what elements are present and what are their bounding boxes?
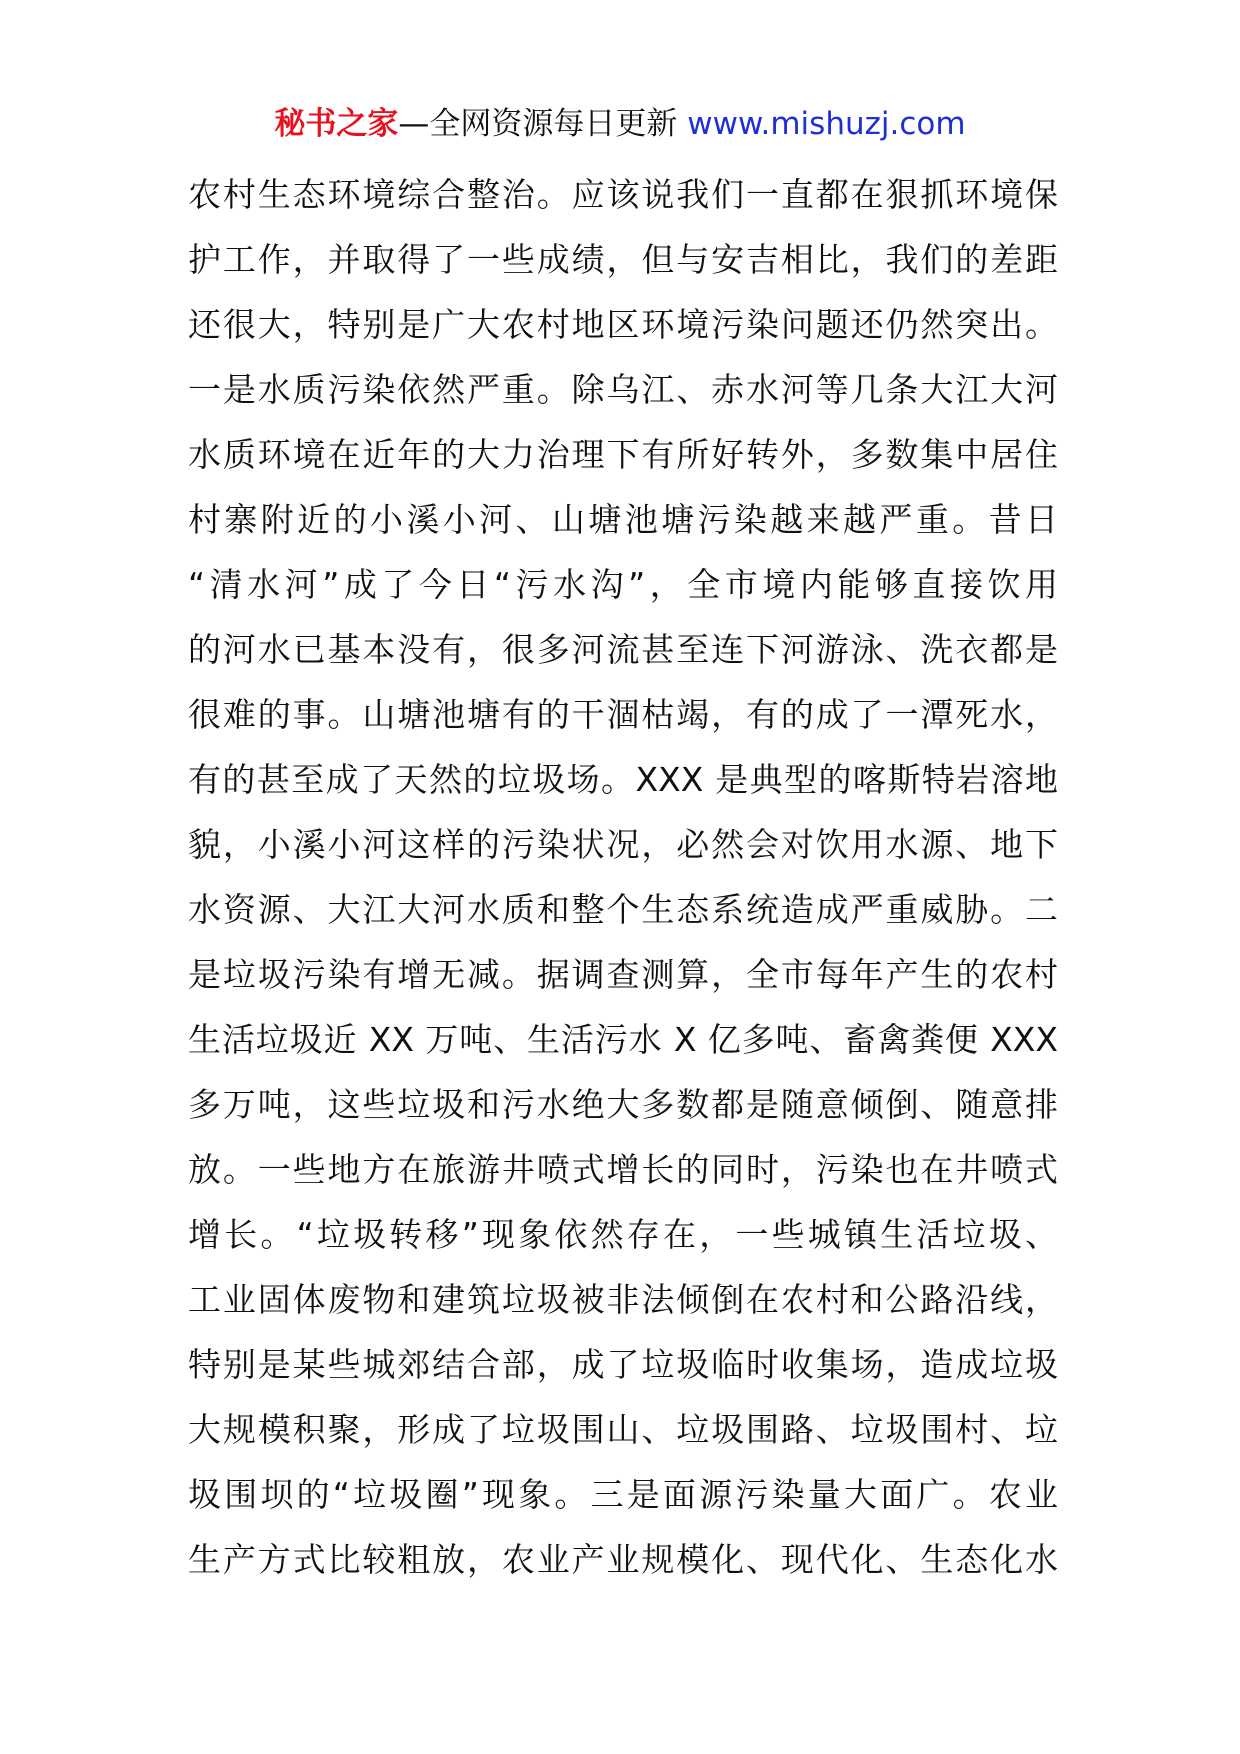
text-line: 的河水已基本没有，很多河流甚至连下河游泳、洗衣都是 <box>188 630 1058 669</box>
text-line: 特别是某些城郊结合部，成了垃圾临时收集场，造成垃圾 <box>188 1345 1058 1384</box>
text-line: 村寨附近的小溪小河、山塘池塘污染越来越严重。昔日 <box>188 500 1058 539</box>
text-line: 农村生态环境综合整治。应该说我们一直都在狠抓环境保 <box>188 175 1058 214</box>
text-line: 有的甚至成了天然的垃圾场。XXX 是典型的喀斯特岩溶地 <box>188 760 1058 799</box>
text-line: 圾围坝的“垃圾圈”现象。三是面源污染量大面广。农业 <box>188 1475 1058 1514</box>
site-brand: 秘书之家 <box>274 106 399 142</box>
text-line: 增长。“垃圾转移”现象依然存在，一些城镇生活垃圾、 <box>188 1215 1058 1254</box>
text-line: 很难的事。山塘池塘有的干涸枯竭，有的成了一潭死水， <box>188 695 1058 734</box>
text-line: 水质环境在近年的大力治理下有所好转外，多数集中居住 <box>188 435 1058 474</box>
text-line: 生活垃圾近 XX 万吨、生活污水 X 亿多吨、畜禽粪便 XXX <box>188 1020 1058 1059</box>
text-line: 是垃圾污染有增无减。据调查测算，全市每年产生的农村 <box>188 955 1058 994</box>
site-tagline: —全网资源每日更新 <box>398 106 688 142</box>
text-line: 护工作，并取得了一些成绩，但与安吉相比，我们的差距 <box>188 240 1058 279</box>
text-line: 工业固体废物和建筑垃圾被非法倾倒在农村和公路沿线， <box>188 1280 1058 1319</box>
text-line: 一是水质污染依然严重。除乌江、赤水河等几条大江大河 <box>188 370 1058 409</box>
text-line: 多万吨，这些垃圾和污水绝大多数都是随意倾倒、随意排 <box>188 1085 1058 1124</box>
text-line: “清水河”成了今日“污水沟”，全市境内能够直接饮用 <box>188 565 1058 604</box>
text-line: 生产方式比较粗放，农业产业规模化、现代化、生态化水 <box>188 1540 1058 1579</box>
text-line: 还很大，特别是广大农村地区环境污染问题还仍然突出。 <box>188 305 1058 344</box>
document-body <box>188 162 1058 1592</box>
text-line: 放。一些地方在旅游井喷式增长的同时，污染也在井喷式 <box>188 1150 1058 1189</box>
text-line: 大规模积聚，形成了垃圾围山、垃圾围路、垃圾围村、垃 <box>188 1410 1058 1449</box>
site-url-link[interactable]: www.mishuzj.com <box>687 106 966 142</box>
text-line: 貌，小溪小河这样的污染状况，必然会对饮用水源、地下 <box>188 825 1058 864</box>
text-line: 水资源、大江大河水质和整个生态系统造成严重威胁。二 <box>188 890 1058 929</box>
page-header <box>0 100 1240 148</box>
